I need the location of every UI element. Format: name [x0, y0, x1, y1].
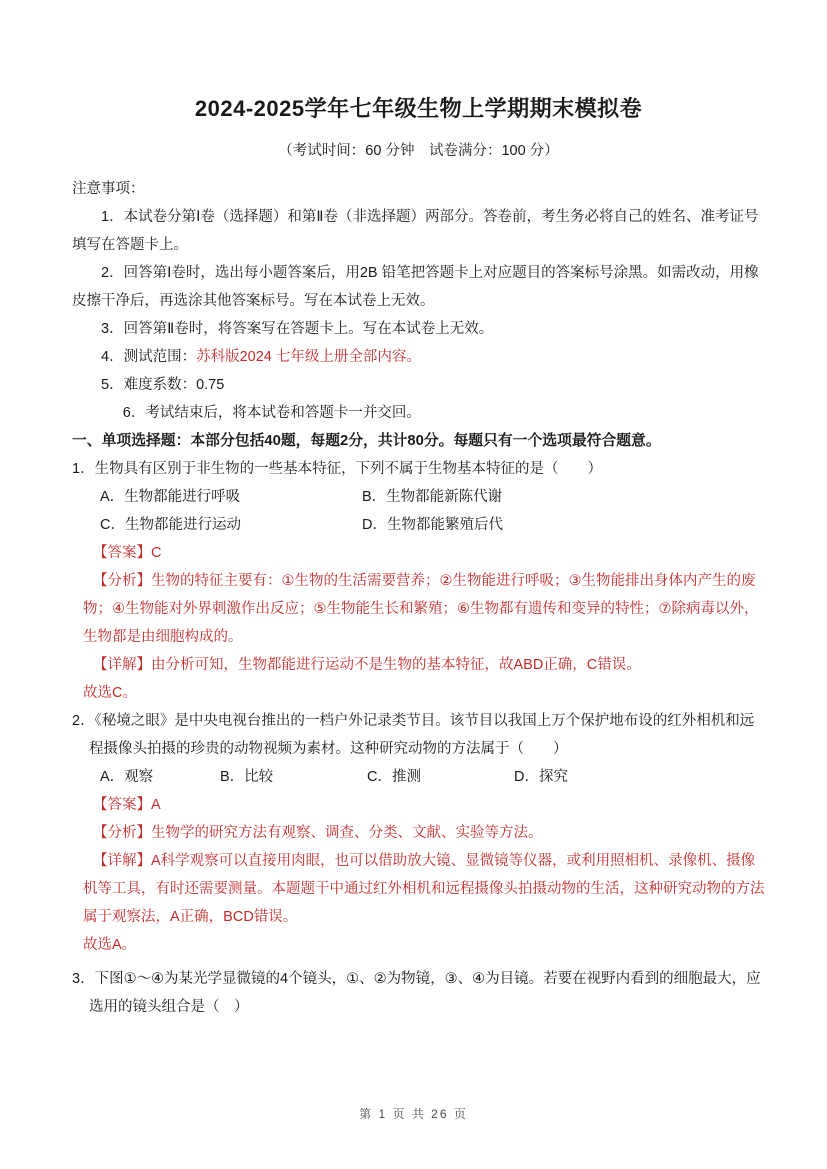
question-1-analysis: 【分析】生物的特征主要有：①生物的生活需要营养；②生物能进行呼吸；③生物能排出身体内产生的废物；④生物能对外界刺激作出反应；⑤生物能生长和繁殖；⑥生物都有遗传和变异的特性；⑦除病毒以外，生物都是由细胞构成的。: [83, 573, 759, 645]
question-2-answer: 【答案】A: [93, 797, 161, 813]
question-3: [72, 965, 765, 1021]
notice-item-1: 1．本试卷分第Ⅰ卷（选择题）和第Ⅱ卷（非选择题）两部分。答卷前，考生务必将自己的姓名、准考证号填写在答题卡上。: [72, 209, 759, 253]
question-1-option-d: D．生物都能繁殖后代: [362, 517, 503, 533]
question-2-detail: 【详解】A科学观察可以直接用肉眼，也可以借助放大镜、显微镜等仪器，或利用照相机、录像机、摄像机等工具，有时还需要测量。本题题干中通过红外相机和远程摄像头拍摄动物的生活，这种研究动物的方法属于观察法，A正确，BCD错误。: [83, 853, 765, 925]
question-1-conclusion: 故选C。: [83, 685, 137, 701]
question-1-text: 1．生物具有区别于非生物的一些基本特征，下列不属于生物基本特征的是（ ）: [72, 461, 603, 477]
notice-item-4-scope-highlight: 苏科版2024 七年级上册全部内容。: [196, 349, 421, 365]
question-1-answer: 【答案】C: [93, 545, 162, 561]
notice-item-3: 3．回答第Ⅱ卷时，将答案写在答题卡上。写在本试卷上无效。: [101, 321, 494, 337]
question-3-text: 3．下图①～④为某光学显微镜的4个镜头，①、②为物镜，③、④为目镜。若要在视野内看到的细胞最大，应选用的镜头组合是（ ）: [72, 971, 761, 1015]
question-2-analysis: 【分析】生物学的研究方法有观察、调查、分类、文献、实验等方法。: [93, 825, 543, 841]
question-2-options: [100, 763, 765, 791]
question-2-text: 2．《秘境之眼》是中央电视台推出的一档户外记录类节目。该节目以我国上万个保护地布设的红外相机和远程摄像头拍摄的珍贵的动物视频为素材。这种研究动物的方法属于（ ）: [72, 713, 755, 757]
exam-time-score-line: （考试时间：60 分钟 试卷满分：100 分）: [278, 143, 559, 159]
question-1-options: [100, 483, 765, 539]
notices-section: [72, 175, 765, 427]
question-1-option-a: A．生物都能进行呼吸: [100, 489, 241, 505]
question-2-option-a: A．观察: [100, 769, 154, 785]
notice-item-4: [72, 343, 765, 371]
notice-item-5: 5．难度系数：0.75: [101, 377, 225, 393]
page-title: 2024-2025学年七年级生物上学期期末模拟卷: [194, 96, 643, 121]
notice-item-2: 2．回答第Ⅰ卷时，选出每小题答案后，用2B 铅笔把答题卡上对应题目的答案标号涂黑。如需改动，用橡皮擦干净后，再选涂其他答案标号。写在本试卷上无效。: [72, 265, 759, 309]
question-2-option-b: B．比较: [220, 769, 274, 785]
question-2: [72, 707, 765, 959]
page-number-footer: 第 1 页 共 26 页: [359, 1107, 468, 1121]
notice-item-6: 6．考试结束后，将本试卷和答题卡一并交回。: [122, 405, 421, 421]
section-heading-choice-questions: 一、单项选择题：本部分包括40题，每题2分，共计80分。每题只有一个选项最符合题意。: [72, 433, 661, 449]
notice-item-4-prefix: 4．测试范围：: [101, 349, 197, 365]
question-1-option-c: C．生物都能进行运动: [100, 517, 241, 533]
question-2-conclusion: 故选A。: [83, 937, 137, 953]
question-1-detail: 【详解】由分析可知，生物都能进行运动不是生物的基本特征，故ABD正确，C错误。: [93, 657, 641, 673]
question-2-option-d: D．探究: [514, 769, 568, 785]
question-2-option-c: C．推测: [367, 769, 421, 785]
question-1-option-b: B．生物都能新陈代谢: [362, 489, 503, 505]
question-1: [72, 455, 765, 707]
notices-heading: 注意事项：: [72, 181, 145, 197]
